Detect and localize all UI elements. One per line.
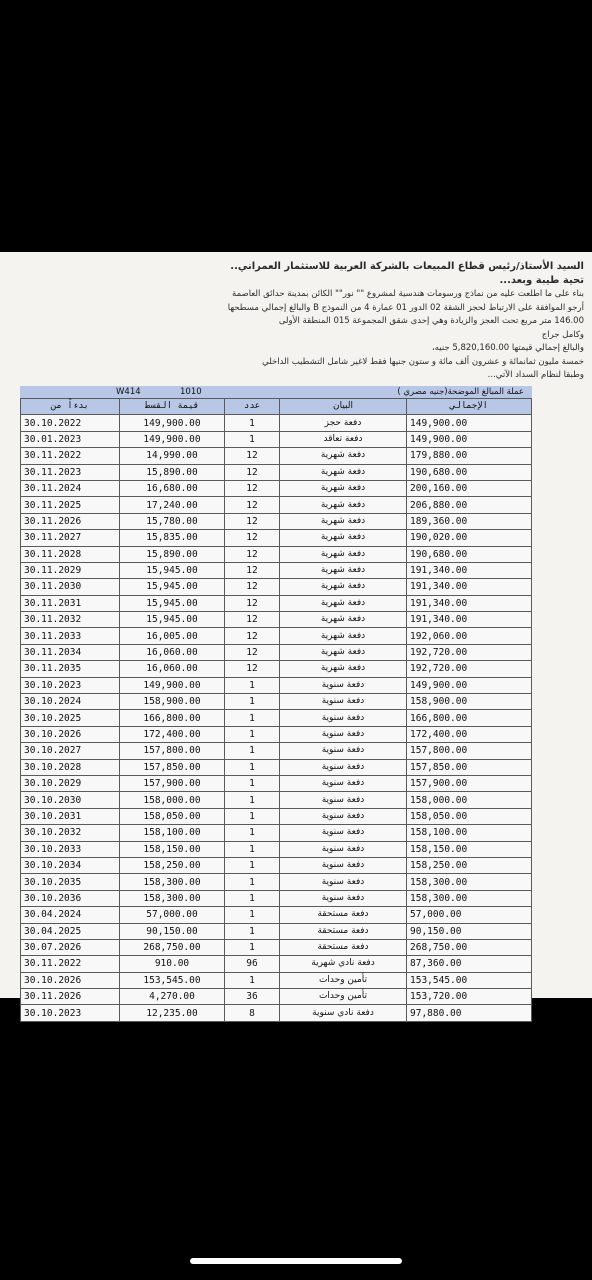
table-row — [21, 989, 532, 1005]
cell-total: 153,545.00 — [407, 972, 532, 988]
cell-date: 30.11.2030 — [21, 579, 120, 595]
cell-installment: 14,990.00 — [120, 448, 225, 464]
scanned-document — [0, 252, 592, 1019]
cell-description: دفعة شهرية — [280, 595, 407, 611]
cell-description: دفعة شهرية — [280, 612, 407, 628]
table-title: عملة المبالغ الموضحة(جنيه مصري ) — [397, 387, 524, 397]
cell-count: 1 — [225, 825, 280, 841]
cell-installment: 17,240.00 — [120, 497, 225, 513]
header-count: عدد — [225, 399, 280, 415]
cell-installment: 16,060.00 — [120, 644, 225, 660]
cell-date: 30.10.2035 — [21, 874, 120, 890]
cell-description: دفعة مستحقة — [280, 923, 407, 939]
cell-count: 1 — [225, 939, 280, 955]
table-row — [21, 694, 532, 710]
cell-installment: 15,945.00 — [120, 579, 225, 595]
cell-count: 12 — [225, 480, 280, 496]
home-indicator[interactable] — [190, 1258, 402, 1264]
table-row — [21, 923, 532, 939]
cell-date: 30.11.2025 — [21, 497, 120, 513]
table-row — [21, 743, 532, 759]
cell-description: دفعة سنوية — [280, 808, 407, 824]
cell-date: 30.10.2026 — [21, 972, 120, 988]
cell-count: 1 — [225, 743, 280, 759]
cell-description: دفعة شهرية — [280, 661, 407, 677]
table-row — [21, 825, 532, 841]
table-row — [21, 726, 532, 742]
cell-description: دفعة شهرية — [280, 562, 407, 578]
letter-line: والبالغ إجمالي قيمتها 5,820,160.00 جنيه، — [431, 343, 584, 353]
cell-installment: 16,060.00 — [120, 661, 225, 677]
cell-date: 30.11.2027 — [21, 530, 120, 546]
cell-description: دفعة حجز — [280, 415, 407, 431]
table-row — [21, 562, 532, 578]
cell-total: 158,250.00 — [407, 857, 532, 873]
cell-installment: 16,005.00 — [120, 628, 225, 644]
cell-installment: 149,900.00 — [120, 431, 225, 447]
cell-total: 158,900.00 — [407, 694, 532, 710]
cell-installment: 16,680.00 — [120, 480, 225, 496]
cell-description: دفعة سنوية — [280, 694, 407, 710]
table-row — [21, 415, 532, 431]
cell-installment: 15,945.00 — [120, 595, 225, 611]
table-caption — [20, 386, 532, 398]
cell-description: دفعة مستحقة — [280, 907, 407, 923]
code-left: W414 — [116, 387, 141, 397]
table-row — [21, 612, 532, 628]
table-header-row — [21, 399, 532, 415]
cell-total: 190,680.00 — [407, 546, 532, 562]
cell-count: 1 — [225, 726, 280, 742]
cell-total: 206,880.00 — [407, 497, 532, 513]
cell-installment: 15,945.00 — [120, 612, 225, 628]
cell-description: دفعة نادي شهرية — [280, 956, 407, 972]
cell-installment: 158,300.00 — [120, 874, 225, 890]
cell-date: 30.11.2029 — [21, 562, 120, 578]
cell-description: دفعة شهرية — [280, 513, 407, 529]
cell-description: دفعة سنوية — [280, 759, 407, 775]
table-row — [21, 1005, 532, 1021]
cell-description: دفعة سنوية — [280, 857, 407, 873]
cell-description: تأمين وحدات — [280, 972, 407, 988]
cell-date: 30.10.2024 — [21, 694, 120, 710]
cell-total: 172,400.00 — [407, 726, 532, 742]
cell-date: 30.10.2031 — [21, 808, 120, 824]
cell-installment: 90,150.00 — [120, 923, 225, 939]
cell-date: 30.11.2022 — [21, 448, 120, 464]
cell-description: دفعة شهرية — [280, 628, 407, 644]
cell-description: دفعة شهرية — [280, 579, 407, 595]
cell-total: 190,020.00 — [407, 530, 532, 546]
table-row — [21, 792, 532, 808]
cell-total: 191,340.00 — [407, 612, 532, 628]
cell-total: 149,900.00 — [407, 677, 532, 693]
cell-total: 149,900.00 — [407, 415, 532, 431]
cell-count: 12 — [225, 644, 280, 660]
cell-count: 12 — [225, 448, 280, 464]
table-row — [21, 857, 532, 873]
cell-count: 12 — [225, 628, 280, 644]
cell-total: 191,340.00 — [407, 595, 532, 611]
table-row — [21, 546, 532, 562]
cell-total: 192,720.00 — [407, 644, 532, 660]
cell-total: 57,000.00 — [407, 907, 532, 923]
cell-count: 8 — [225, 1005, 280, 1021]
cell-count: 12 — [225, 464, 280, 480]
cell-date: 30.10.2030 — [21, 792, 120, 808]
table-row — [21, 530, 532, 546]
cell-date: 30.10.2023 — [21, 677, 120, 693]
cell-total: 158,100.00 — [407, 825, 532, 841]
cell-count: 36 — [225, 989, 280, 1005]
cell-date: 30.11.2024 — [21, 480, 120, 496]
cell-date: 30.11.2028 — [21, 546, 120, 562]
cell-date: 30.10.2027 — [21, 743, 120, 759]
header-total: الإجمالي — [407, 399, 532, 415]
cell-total: 157,800.00 — [407, 743, 532, 759]
cell-installment: 15,890.00 — [120, 546, 225, 562]
cell-installment: 158,050.00 — [120, 808, 225, 824]
cell-count: 1 — [225, 907, 280, 923]
table-row — [21, 431, 532, 447]
cell-count: 1 — [225, 874, 280, 890]
cell-count: 1 — [225, 857, 280, 873]
cell-count: 1 — [225, 694, 280, 710]
cell-total: 158,300.00 — [407, 890, 532, 906]
cell-total: 158,300.00 — [407, 874, 532, 890]
cell-date: 30.10.2028 — [21, 759, 120, 775]
cell-total: 268,750.00 — [407, 939, 532, 955]
table-row — [21, 775, 532, 791]
cell-description: دفعة شهرية — [280, 464, 407, 480]
cell-date: 30.10.2034 — [21, 857, 120, 873]
cell-count: 12 — [225, 562, 280, 578]
cell-count: 1 — [225, 923, 280, 939]
cell-description: دفعة سنوية — [280, 792, 407, 808]
cell-installment: 158,900.00 — [120, 694, 225, 710]
cell-total: 157,900.00 — [407, 775, 532, 791]
cell-count: 12 — [225, 546, 280, 562]
table-row — [21, 661, 532, 677]
cell-count: 1 — [225, 415, 280, 431]
cell-total: 189,360.00 — [407, 513, 532, 529]
cell-installment: 158,000.00 — [120, 792, 225, 808]
table-row — [21, 579, 532, 595]
cell-total: 200,160.00 — [407, 480, 532, 496]
cell-count: 12 — [225, 612, 280, 628]
cell-date: 30.04.2025 — [21, 923, 120, 939]
letter-line: وكامل جراج — [541, 329, 584, 340]
cell-count: 1 — [225, 710, 280, 726]
cell-date: 30.11.2026 — [21, 513, 120, 529]
cell-installment: 172,400.00 — [120, 726, 225, 742]
cell-total: 158,000.00 — [407, 792, 532, 808]
letter-line: أرجو الموافقة على الارتباط لحجز الشقة 02 الدور 01 عمارة 4 من النموذج B والبالغ إجمالي مسطحها — [227, 302, 584, 313]
table-row — [21, 972, 532, 988]
cell-description: تأمين وحدات — [280, 989, 407, 1005]
cell-installment: 158,300.00 — [120, 890, 225, 906]
table-row — [21, 939, 532, 955]
cell-installment: 910.00 — [120, 956, 225, 972]
cell-total: 192,060.00 — [407, 628, 532, 644]
cell-count: 96 — [225, 956, 280, 972]
cell-installment: 15,835.00 — [120, 530, 225, 546]
table-row — [21, 628, 532, 644]
table-row — [21, 710, 532, 726]
cell-description: دفعة شهرية — [280, 530, 407, 546]
cell-installment: 149,900.00 — [120, 677, 225, 693]
letter-line: وطبقا لنظام السداد الآتي... — [487, 370, 584, 380]
cell-description: دفعة نادي سنوية — [280, 1005, 407, 1021]
cell-count: 1 — [225, 890, 280, 906]
table-row — [21, 890, 532, 906]
header-installment: قيمة القسط — [120, 399, 225, 415]
cell-date: 30.11.2034 — [21, 644, 120, 660]
cell-installment: 15,945.00 — [120, 562, 225, 578]
cell-count: 12 — [225, 497, 280, 513]
payment-schedule-table — [20, 398, 532, 1022]
cell-date: 30.04.2024 — [21, 907, 120, 923]
table-row — [21, 808, 532, 824]
cell-date: 30.11.2032 — [21, 612, 120, 628]
cell-date: 30.11.2035 — [21, 661, 120, 677]
letter-line: 146.00 متر مربع تحت العجز والزيادة وهي إحدى شقق المجموعة 015 المنطقة الأولى — [278, 316, 584, 326]
cell-count: 12 — [225, 595, 280, 611]
table-row — [21, 874, 532, 890]
table-row — [21, 497, 532, 513]
cell-date: 30.11.2031 — [21, 595, 120, 611]
cell-installment: 153,545.00 — [120, 972, 225, 988]
table-row — [21, 480, 532, 496]
cell-date: 30.10.2026 — [21, 726, 120, 742]
letter-line: بناء على ما اطلعت عليه من نماذج ورسومات هندسية لمشروع "" نور"" الكائن بمدينة حدائق العاصمة — [232, 289, 584, 299]
cell-count: 1 — [225, 759, 280, 775]
table-row — [21, 644, 532, 660]
cell-installment: 158,250.00 — [120, 857, 225, 873]
cell-description: دفعة سنوية — [280, 825, 407, 841]
cell-date: 30.10.2029 — [21, 775, 120, 791]
cell-total: 153,720.00 — [407, 989, 532, 1005]
letter-line: خمسة مليون ثمانمائة و عشرون ألف مائة و ستون جنيها فقط لاغير شامل التشطيب الداخلي — [262, 356, 584, 367]
letter-greeting: تحية طيبة وبعد... — [499, 275, 584, 286]
cell-count: 12 — [225, 530, 280, 546]
cell-description: دفعة تعاقد — [280, 431, 407, 447]
cell-date: 30.01.2023 — [21, 431, 120, 447]
cell-total: 191,340.00 — [407, 562, 532, 578]
cell-total: 158,050.00 — [407, 808, 532, 824]
cell-installment: 158,100.00 — [120, 825, 225, 841]
cell-installment: 149,900.00 — [120, 415, 225, 431]
table-body — [21, 415, 532, 1021]
cell-installment: 157,850.00 — [120, 759, 225, 775]
cell-count: 1 — [225, 677, 280, 693]
cell-description: دفعة سنوية — [280, 874, 407, 890]
table-row — [21, 841, 532, 857]
cell-total: 157,850.00 — [407, 759, 532, 775]
cell-total: 192,720.00 — [407, 661, 532, 677]
table-row — [21, 595, 532, 611]
cell-date: 30.11.2022 — [21, 956, 120, 972]
cell-total: 166,800.00 — [407, 710, 532, 726]
cell-total: 158,150.00 — [407, 841, 532, 857]
cell-date: 30.11.2033 — [21, 628, 120, 644]
cell-installment: 157,900.00 — [120, 775, 225, 791]
cell-date: 30.10.2025 — [21, 710, 120, 726]
cell-description: دفعة شهرية — [280, 448, 407, 464]
cell-total: 190,680.00 — [407, 464, 532, 480]
cell-description: دفعة سنوية — [280, 677, 407, 693]
letter-salutation: السيد الأستاذ/رئيس قطاع المبيعات بالشركة العربية للاستثمار العمراني.. — [230, 261, 584, 272]
cell-date: 30.07.2026 — [21, 939, 120, 955]
cell-date: 30.10.2022 — [21, 415, 120, 431]
letter-text — [8, 260, 584, 383]
cell-installment: 15,890.00 — [120, 464, 225, 480]
table-row — [21, 907, 532, 923]
cell-description: دفعة شهرية — [280, 644, 407, 660]
cell-installment: 15,780.00 — [120, 513, 225, 529]
code-right: 1010 — [180, 387, 202, 397]
cell-installment: 166,800.00 — [120, 710, 225, 726]
cell-total: 149,900.00 — [407, 431, 532, 447]
table-row — [21, 759, 532, 775]
cell-description: دفعة شهرية — [280, 546, 407, 562]
cell-installment: 268,750.00 — [120, 939, 225, 955]
cell-date: 30.10.2036 — [21, 890, 120, 906]
table-row — [21, 464, 532, 480]
cell-count: 1 — [225, 808, 280, 824]
cell-count: 1 — [225, 792, 280, 808]
cell-installment: 57,000.00 — [120, 907, 225, 923]
cell-description: دفعة سنوية — [280, 726, 407, 742]
cell-description: دفعة سنوية — [280, 775, 407, 791]
table-row — [21, 448, 532, 464]
header-description: البيان — [280, 399, 407, 415]
cell-count: 1 — [225, 775, 280, 791]
cell-description: دفعة سنوية — [280, 890, 407, 906]
cell-description: دفعة شهرية — [280, 497, 407, 513]
cell-total: 87,360.00 — [407, 956, 532, 972]
cell-count: 1 — [225, 841, 280, 857]
cell-total: 97,880.00 — [407, 1005, 532, 1021]
cell-count: 1 — [225, 431, 280, 447]
table-row — [21, 677, 532, 693]
cell-date: 30.10.2032 — [21, 825, 120, 841]
cell-description: دفعة سنوية — [280, 743, 407, 759]
cell-installment: 158,150.00 — [120, 841, 225, 857]
cell-installment: 12,235.00 — [120, 1005, 225, 1021]
header-date: بدءاً من — [21, 399, 120, 415]
table-row — [21, 956, 532, 972]
cell-total: 90,150.00 — [407, 923, 532, 939]
table-row — [21, 513, 532, 529]
cell-description: دفعة سنوية — [280, 841, 407, 857]
cell-installment: 4,270.00 — [120, 989, 225, 1005]
cell-description: دفعة سنوية — [280, 710, 407, 726]
cell-date: 30.10.2023 — [21, 1005, 120, 1021]
cell-installment: 157,800.00 — [120, 743, 225, 759]
cell-description: دفعة شهرية — [280, 480, 407, 496]
cell-date: 30.10.2033 — [21, 841, 120, 857]
cell-count: 1 — [225, 972, 280, 988]
cell-total: 179,880.00 — [407, 448, 532, 464]
cell-date: 30.11.2023 — [21, 464, 120, 480]
cell-count: 12 — [225, 513, 280, 529]
cell-date: 30.11.2026 — [21, 989, 120, 1005]
cell-count: 12 — [225, 579, 280, 595]
cell-description: دفعة مستحقة — [280, 939, 407, 955]
cell-count: 12 — [225, 661, 280, 677]
cell-total: 191,340.00 — [407, 579, 532, 595]
